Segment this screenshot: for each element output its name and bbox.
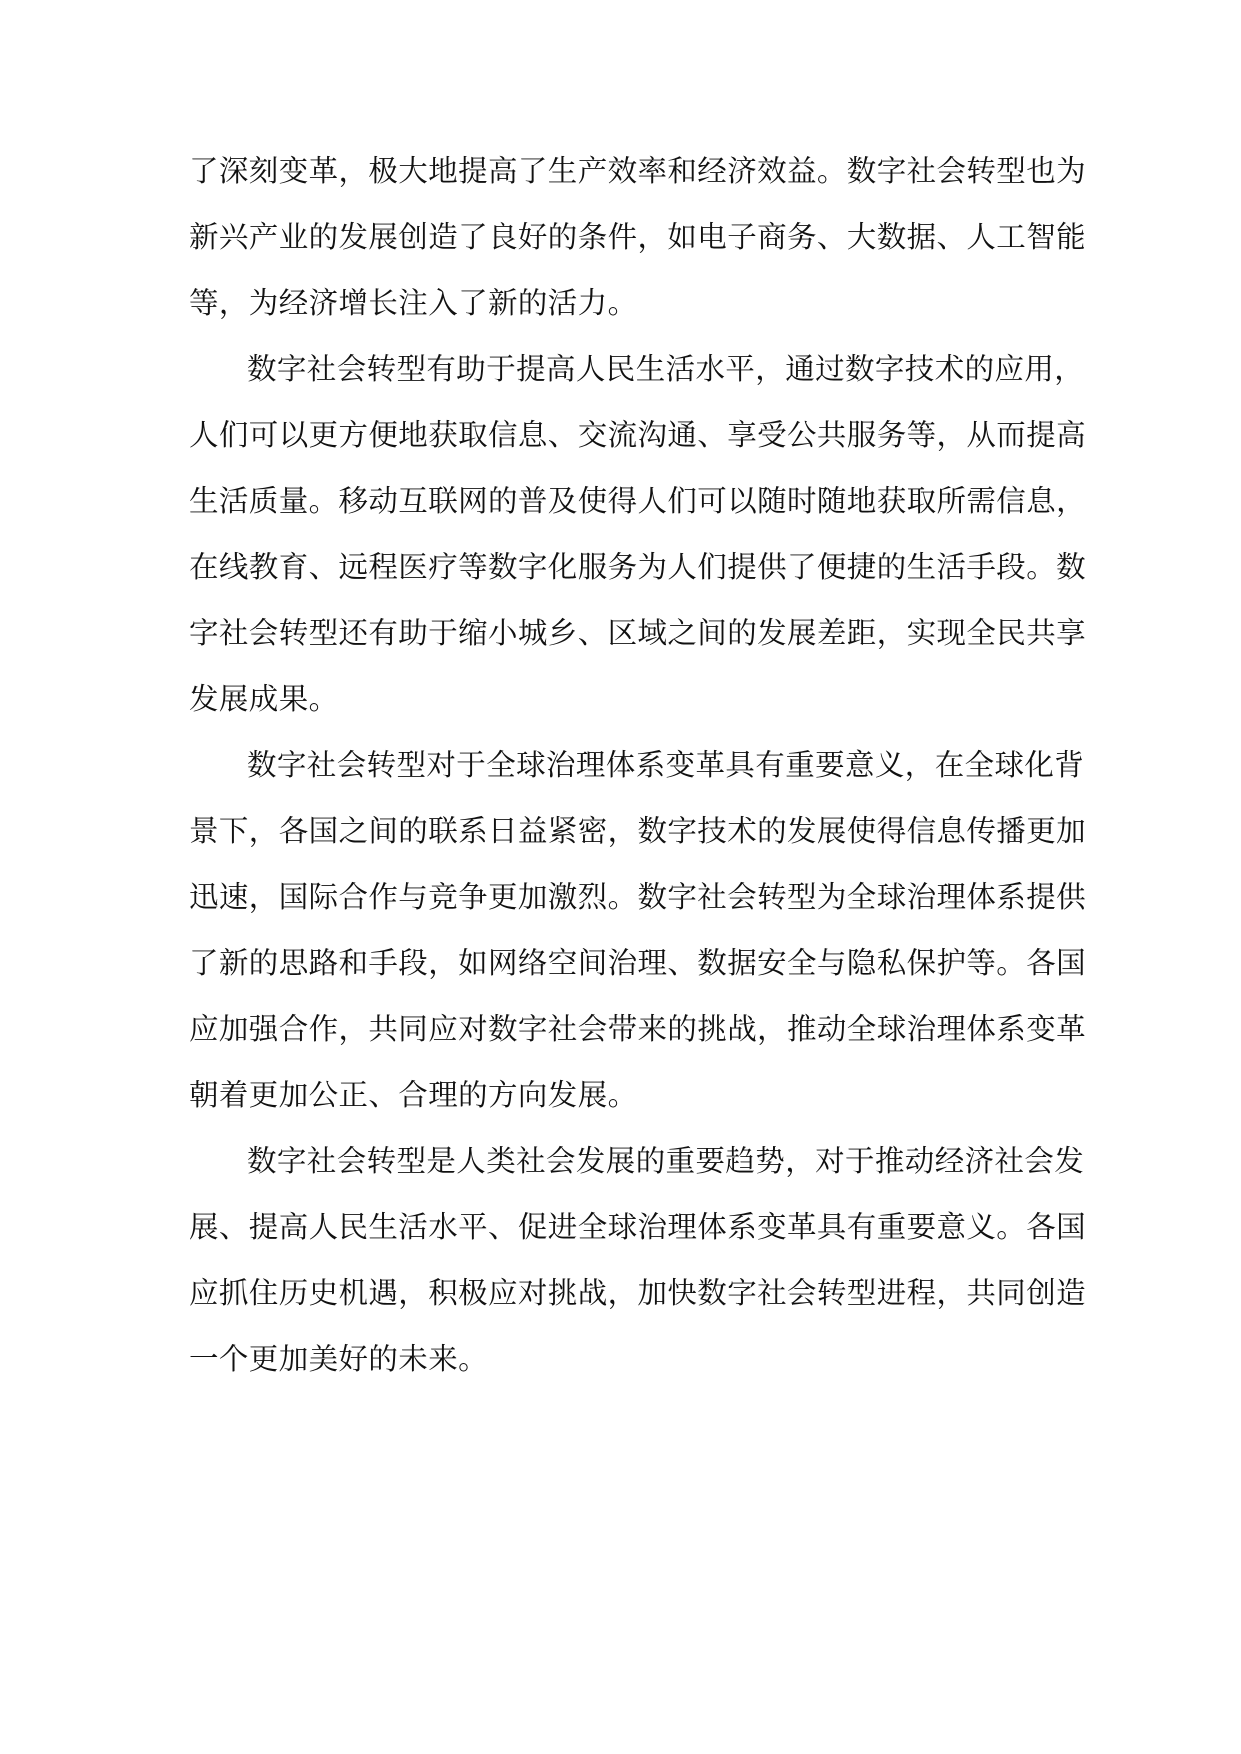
text-line: 人们可以更方便地获取信息、交流沟通、享受公共服务等，从而提高 [189, 418, 1087, 452]
text-line: 等，为经济增长注入了新的活力。 [189, 286, 638, 320]
text-line: 一个更加美好的未来。 [189, 1342, 489, 1376]
text-line: 发展成果。 [189, 682, 339, 716]
text-line: 了深刻变革，极大地提高了生产效率和经济效益。数字社会转型也为 [189, 154, 1087, 188]
text-line: 应加强合作，共同应对数字社会带来的挑战，推动全球治理体系变革 [189, 1012, 1087, 1046]
text-line: 在线教育、远程医疗等数字化服务为人们提供了便捷的生活手段。数 [189, 550, 1087, 584]
text-line: 数字社会转型对于全球治理体系变革具有重要意义，在全球化背 [247, 748, 1085, 782]
text-line: 生活质量。移动互联网的普及使得人们可以随时随地获取所需信息， [189, 484, 1087, 518]
text-line: 数字社会转型是人类社会发展的重要趋势，对于推动经济社会发 [247, 1144, 1085, 1178]
text-line: 展、提高人民生活水平、促进全球治理体系变革具有重要意义。各国 [189, 1210, 1087, 1244]
text-line: 应抓住历史机遇，积极应对挑战，加快数字社会转型进程，共同创造 [189, 1276, 1087, 1310]
text-line: 新兴产业的发展创造了良好的条件，如电子商务、大数据、人工智能 [189, 220, 1087, 254]
text-line: 朝着更加公正、合理的方向发展。 [189, 1078, 638, 1112]
text-line: 字社会转型还有助于缩小城乡、区域之间的发展差距，实现全民共享 [189, 616, 1087, 650]
text-line: 了新的思路和手段，如网络空间治理、数据安全与隐私保护等。各国 [189, 946, 1087, 980]
text-line: 景下，各国之间的联系日益紧密，数字技术的发展使得信息传播更加 [189, 814, 1087, 848]
text-line: 迅速，国际合作与竞争更加激烈。数字社会转型为全球治理体系提供 [189, 880, 1087, 914]
text-line: 数字社会转型有助于提高人民生活水平，通过数字技术的应用， [247, 352, 1085, 386]
